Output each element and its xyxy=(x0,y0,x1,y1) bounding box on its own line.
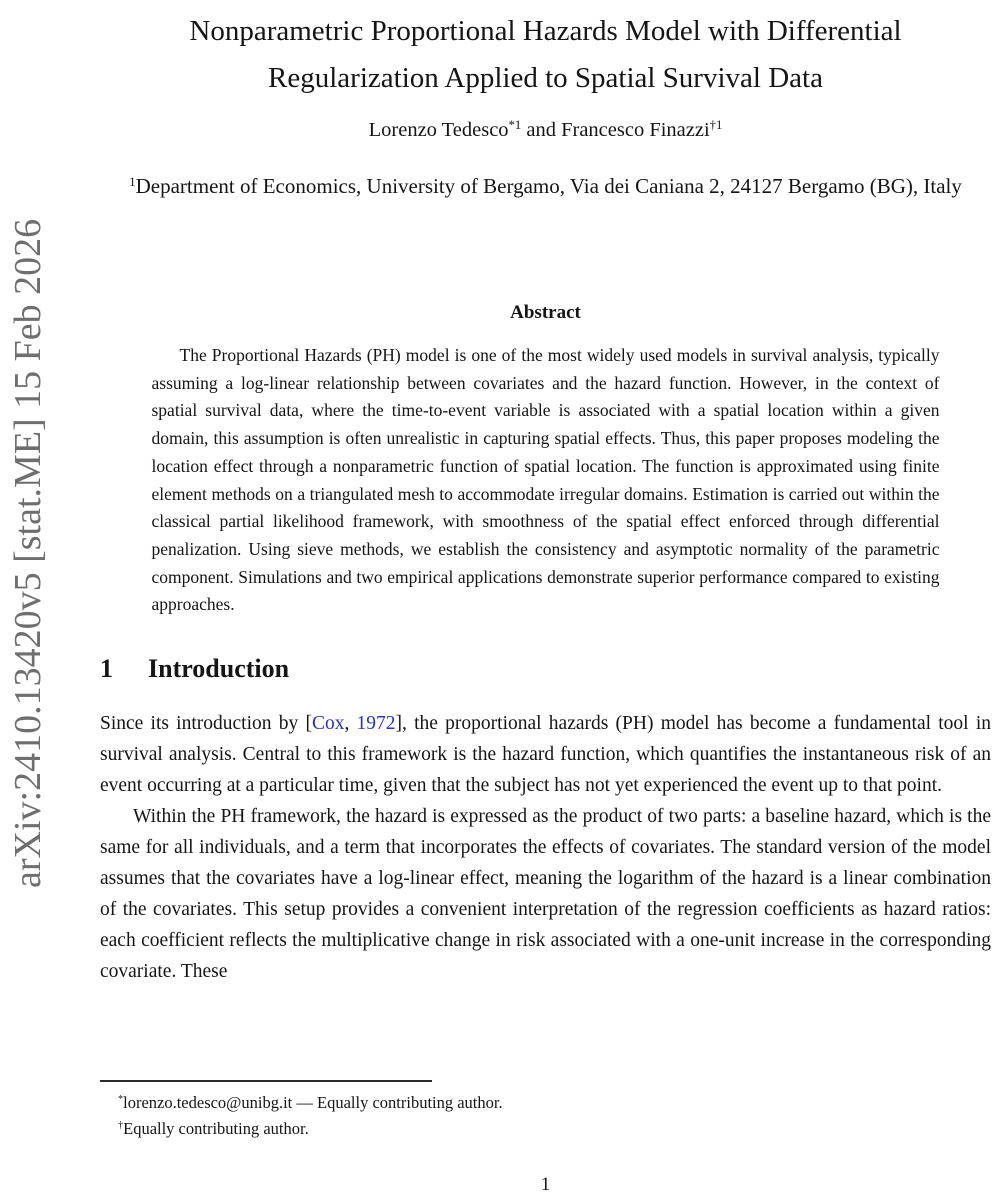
footnote-block xyxy=(100,1080,991,1142)
section-number: 1 xyxy=(100,654,113,684)
intro-paragraph-2: Within the PH framework, the hazard is expressed as the product of two parts: a baseline hazard, which is the same for all individuals, and a term that incorporates the effects of covariates. The standard version of the model assumes that the covariates have a log-linear effect, meaning the logarithm of the hazard is a linear combination of the covariates. This setup provides a convenient interpretation of the regression coefficients as hazard ratios: each coefficient reflects the multiplicative change in risk associated with a one-unit increase in the corresponding covariate. These xyxy=(100,806,991,983)
text-segment: Since its introduction by [ xyxy=(100,713,312,735)
arxiv-watermark: arXiv:2410.13420v5 [stat.ME] 15 Feb 2026 xyxy=(7,218,49,888)
page-number: 1 xyxy=(540,1174,551,1195)
text-segment: ], the proportional hazards (PH) model has become a fundamental tool in survival analysis. Central to this framework is the hazard function, which quantifies the instantaneous risk of an event occurring at a particular time, given that the subject has not yet experienced the event up to that point. xyxy=(100,713,991,797)
section-title: Introduction xyxy=(148,654,290,684)
text-segment: lorenzo.tedesco@unibg.it — Equally contributing author. xyxy=(123,1093,503,1112)
abstract-section xyxy=(100,301,991,619)
footnote-rule xyxy=(100,1080,432,1082)
section-1-heading xyxy=(100,653,991,685)
text-segment: *1 xyxy=(508,118,522,133)
text-segment: †1 xyxy=(709,118,723,133)
footnote-email xyxy=(100,1090,991,1116)
citation-link[interactable]: 1972 xyxy=(356,713,396,735)
text-segment: † xyxy=(118,1120,124,1132)
paper-title-line-1: Nonparametric Proportional Hazards Model with Differential xyxy=(189,15,902,47)
text-segment: , xyxy=(344,713,357,735)
citation-link[interactable]: Cox xyxy=(311,713,345,735)
affiliation-line xyxy=(100,170,991,203)
text-segment: * xyxy=(118,1094,124,1106)
text-segment: Department of Economics, University of Bergamo, Via dei Caniana 2, 24127 Bergamo (BG), Italy xyxy=(135,174,962,198)
abstract-text: The Proportional Hazards (PH) model is one of the most widely used models in survival analysis, typically assuming a log-linear relationship between covariates and the hazard function. However, in the context of spatial survival data, where the time-to-event variable is associated with a spatial location within a given domain, this assumption is often unrealistic in capturing spatial effects. Thus, this paper proposes modeling the location effect through a nonparametric function of spatial location. The function is approximated using finite element methods on a triangulated mesh to accommodate irregular domains. Estimation is carried out within the classical partial likelihood framework, with smoothness of the spatial effect enforced through differential penalization. Using sieve methods, we establish the consistency and asymptotic normality of the parametric component. Simulations and two empirical applications demonstrate superior performance compared to existing approaches. xyxy=(151,345,940,615)
footnote-contribution xyxy=(100,1116,991,1142)
text-segment: Equally contributing author. xyxy=(123,1119,309,1138)
text-segment: Lorenzo Tedesco xyxy=(368,119,509,141)
paper-title xyxy=(100,8,991,102)
paper-content xyxy=(100,0,991,987)
abstract-heading: Abstract xyxy=(510,302,581,323)
text-segment: 1 xyxy=(129,173,136,189)
intro-paragraph-1 xyxy=(100,708,991,801)
text-segment: and Francesco Finazzi xyxy=(521,119,710,141)
paper-title-line-2: Regularization Applied to Spatial Survival Data xyxy=(268,62,823,94)
author-line xyxy=(100,116,991,144)
